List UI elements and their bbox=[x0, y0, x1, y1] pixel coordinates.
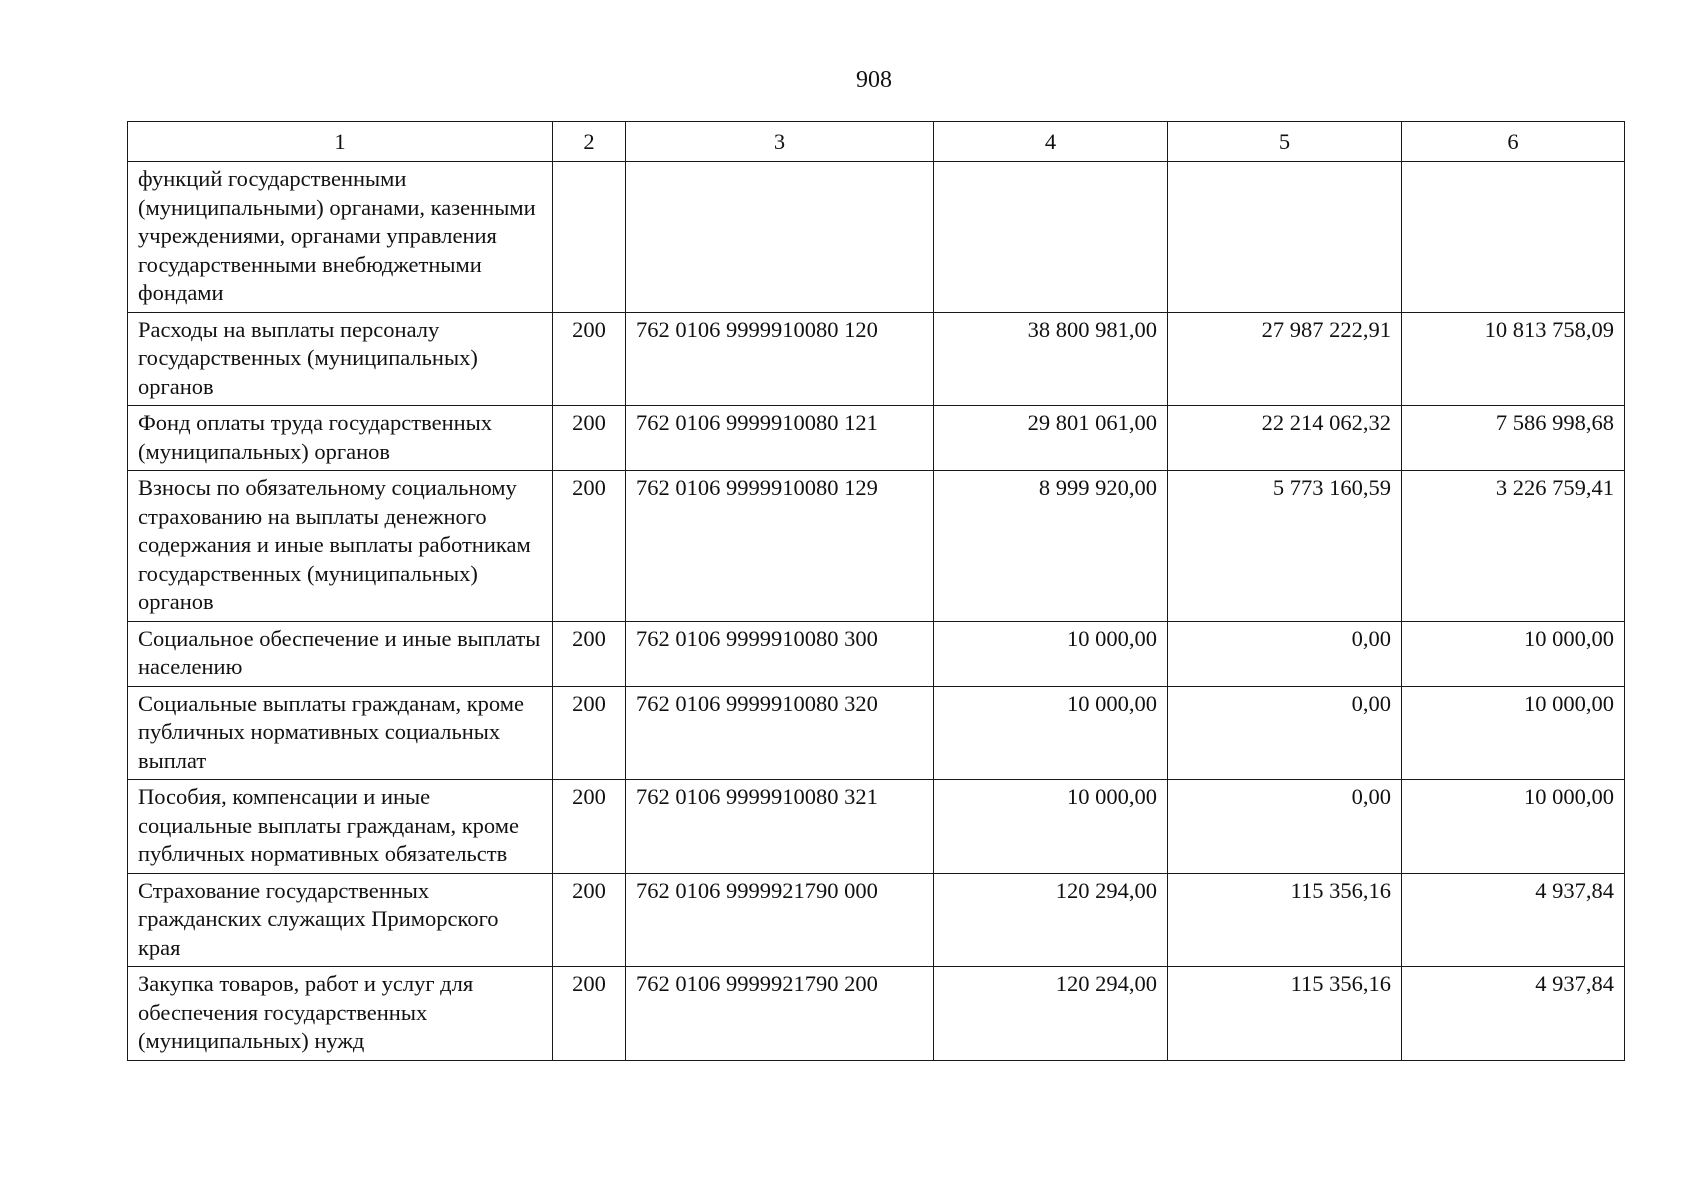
column-header: 5 bbox=[1168, 122, 1402, 162]
row-code bbox=[553, 162, 626, 313]
row-unexecuted: 7 586 998,68 bbox=[1402, 406, 1625, 471]
column-header: 1 bbox=[128, 122, 553, 162]
row-approved: 120 294,00 bbox=[934, 873, 1168, 967]
row-classification: 762 0106 9999910080 129 bbox=[626, 471, 934, 622]
page-number: 908 bbox=[856, 67, 892, 93]
row-code: 200 bbox=[553, 780, 626, 874]
row-name: функций государственными (муниципальными) органами, казенными учреждениями, органами управления государственными внебюджетными фондами bbox=[128, 162, 553, 313]
row-unexecuted: 10 000,00 bbox=[1402, 621, 1625, 686]
row-name: Социальные выплаты гражданам, кроме публичных нормативных социальных выплат bbox=[128, 686, 553, 780]
column-header: 6 bbox=[1402, 122, 1625, 162]
table-row bbox=[128, 873, 1625, 967]
row-code: 200 bbox=[553, 312, 626, 406]
row-classification: 762 0106 9999921790 200 bbox=[626, 967, 934, 1061]
row-unexecuted: 4 937,84 bbox=[1402, 873, 1625, 967]
row-code: 200 bbox=[553, 406, 626, 471]
row-unexecuted: 10 813 758,09 bbox=[1402, 312, 1625, 406]
row-code: 200 bbox=[553, 621, 626, 686]
row-name: Взносы по обязательному социальному страхованию на выплаты денежного содержания и иные выплаты работникам государственных (муниципальных) органов bbox=[128, 471, 553, 622]
row-executed: 0,00 bbox=[1168, 686, 1402, 780]
row-classification bbox=[626, 162, 934, 313]
table-row bbox=[128, 406, 1625, 471]
row-executed: 115 356,16 bbox=[1168, 967, 1402, 1061]
row-approved bbox=[934, 162, 1168, 313]
row-name: Страхование государственных гражданских служащих Приморского края bbox=[128, 873, 553, 967]
table-row bbox=[128, 780, 1625, 874]
row-name: Закупка товаров, работ и услуг для обеспечения государственных (муниципальных) нужд bbox=[128, 967, 553, 1061]
row-classification: 762 0106 9999910080 321 bbox=[626, 780, 934, 874]
row-executed: 0,00 bbox=[1168, 780, 1402, 874]
row-executed bbox=[1168, 162, 1402, 313]
row-approved: 29 801 061,00 bbox=[934, 406, 1168, 471]
column-header: 4 bbox=[934, 122, 1168, 162]
table-row bbox=[128, 621, 1625, 686]
row-unexecuted: 10 000,00 bbox=[1402, 780, 1625, 874]
row-name: Расходы на выплаты персоналу государственных (муниципальных) органов bbox=[128, 312, 553, 406]
row-executed: 22 214 062,32 bbox=[1168, 406, 1402, 471]
row-unexecuted: 3 226 759,41 bbox=[1402, 471, 1625, 622]
table-row bbox=[128, 162, 1625, 313]
row-approved: 120 294,00 bbox=[934, 967, 1168, 1061]
table-row bbox=[128, 686, 1625, 780]
row-code: 200 bbox=[553, 967, 626, 1061]
row-unexecuted bbox=[1402, 162, 1625, 313]
row-classification: 762 0106 9999921790 000 bbox=[626, 873, 934, 967]
table-row bbox=[128, 312, 1625, 406]
row-approved: 8 999 920,00 bbox=[934, 471, 1168, 622]
row-code: 200 bbox=[553, 873, 626, 967]
row-executed: 27 987 222,91 bbox=[1168, 312, 1402, 406]
row-executed: 5 773 160,59 bbox=[1168, 471, 1402, 622]
row-classification: 762 0106 9999910080 121 bbox=[626, 406, 934, 471]
column-header: 3 bbox=[626, 122, 934, 162]
table-header-row bbox=[128, 122, 1625, 162]
row-executed: 0,00 bbox=[1168, 621, 1402, 686]
row-approved: 10 000,00 bbox=[934, 686, 1168, 780]
row-approved: 10 000,00 bbox=[934, 780, 1168, 874]
row-code: 200 bbox=[553, 471, 626, 622]
row-classification: 762 0106 9999910080 320 bbox=[626, 686, 934, 780]
table-body bbox=[128, 162, 1625, 1061]
row-name: Социальное обеспечение и иные выплаты населению bbox=[128, 621, 553, 686]
budget-table bbox=[127, 121, 1625, 1061]
column-header: 2 bbox=[553, 122, 626, 162]
row-code: 200 bbox=[553, 686, 626, 780]
row-approved: 38 800 981,00 bbox=[934, 312, 1168, 406]
row-executed: 115 356,16 bbox=[1168, 873, 1402, 967]
table-row bbox=[128, 471, 1625, 622]
table-row bbox=[128, 967, 1625, 1061]
row-name: Фонд оплаты труда государственных (муниципальных) органов bbox=[128, 406, 553, 471]
row-name: Пособия, компенсации и иные социальные выплаты гражданам, кроме публичных нормативных обязательств bbox=[128, 780, 553, 874]
row-unexecuted: 10 000,00 bbox=[1402, 686, 1625, 780]
row-unexecuted: 4 937,84 bbox=[1402, 967, 1625, 1061]
row-classification: 762 0106 9999910080 300 bbox=[626, 621, 934, 686]
row-classification: 762 0106 9999910080 120 bbox=[626, 312, 934, 406]
row-approved: 10 000,00 bbox=[934, 621, 1168, 686]
